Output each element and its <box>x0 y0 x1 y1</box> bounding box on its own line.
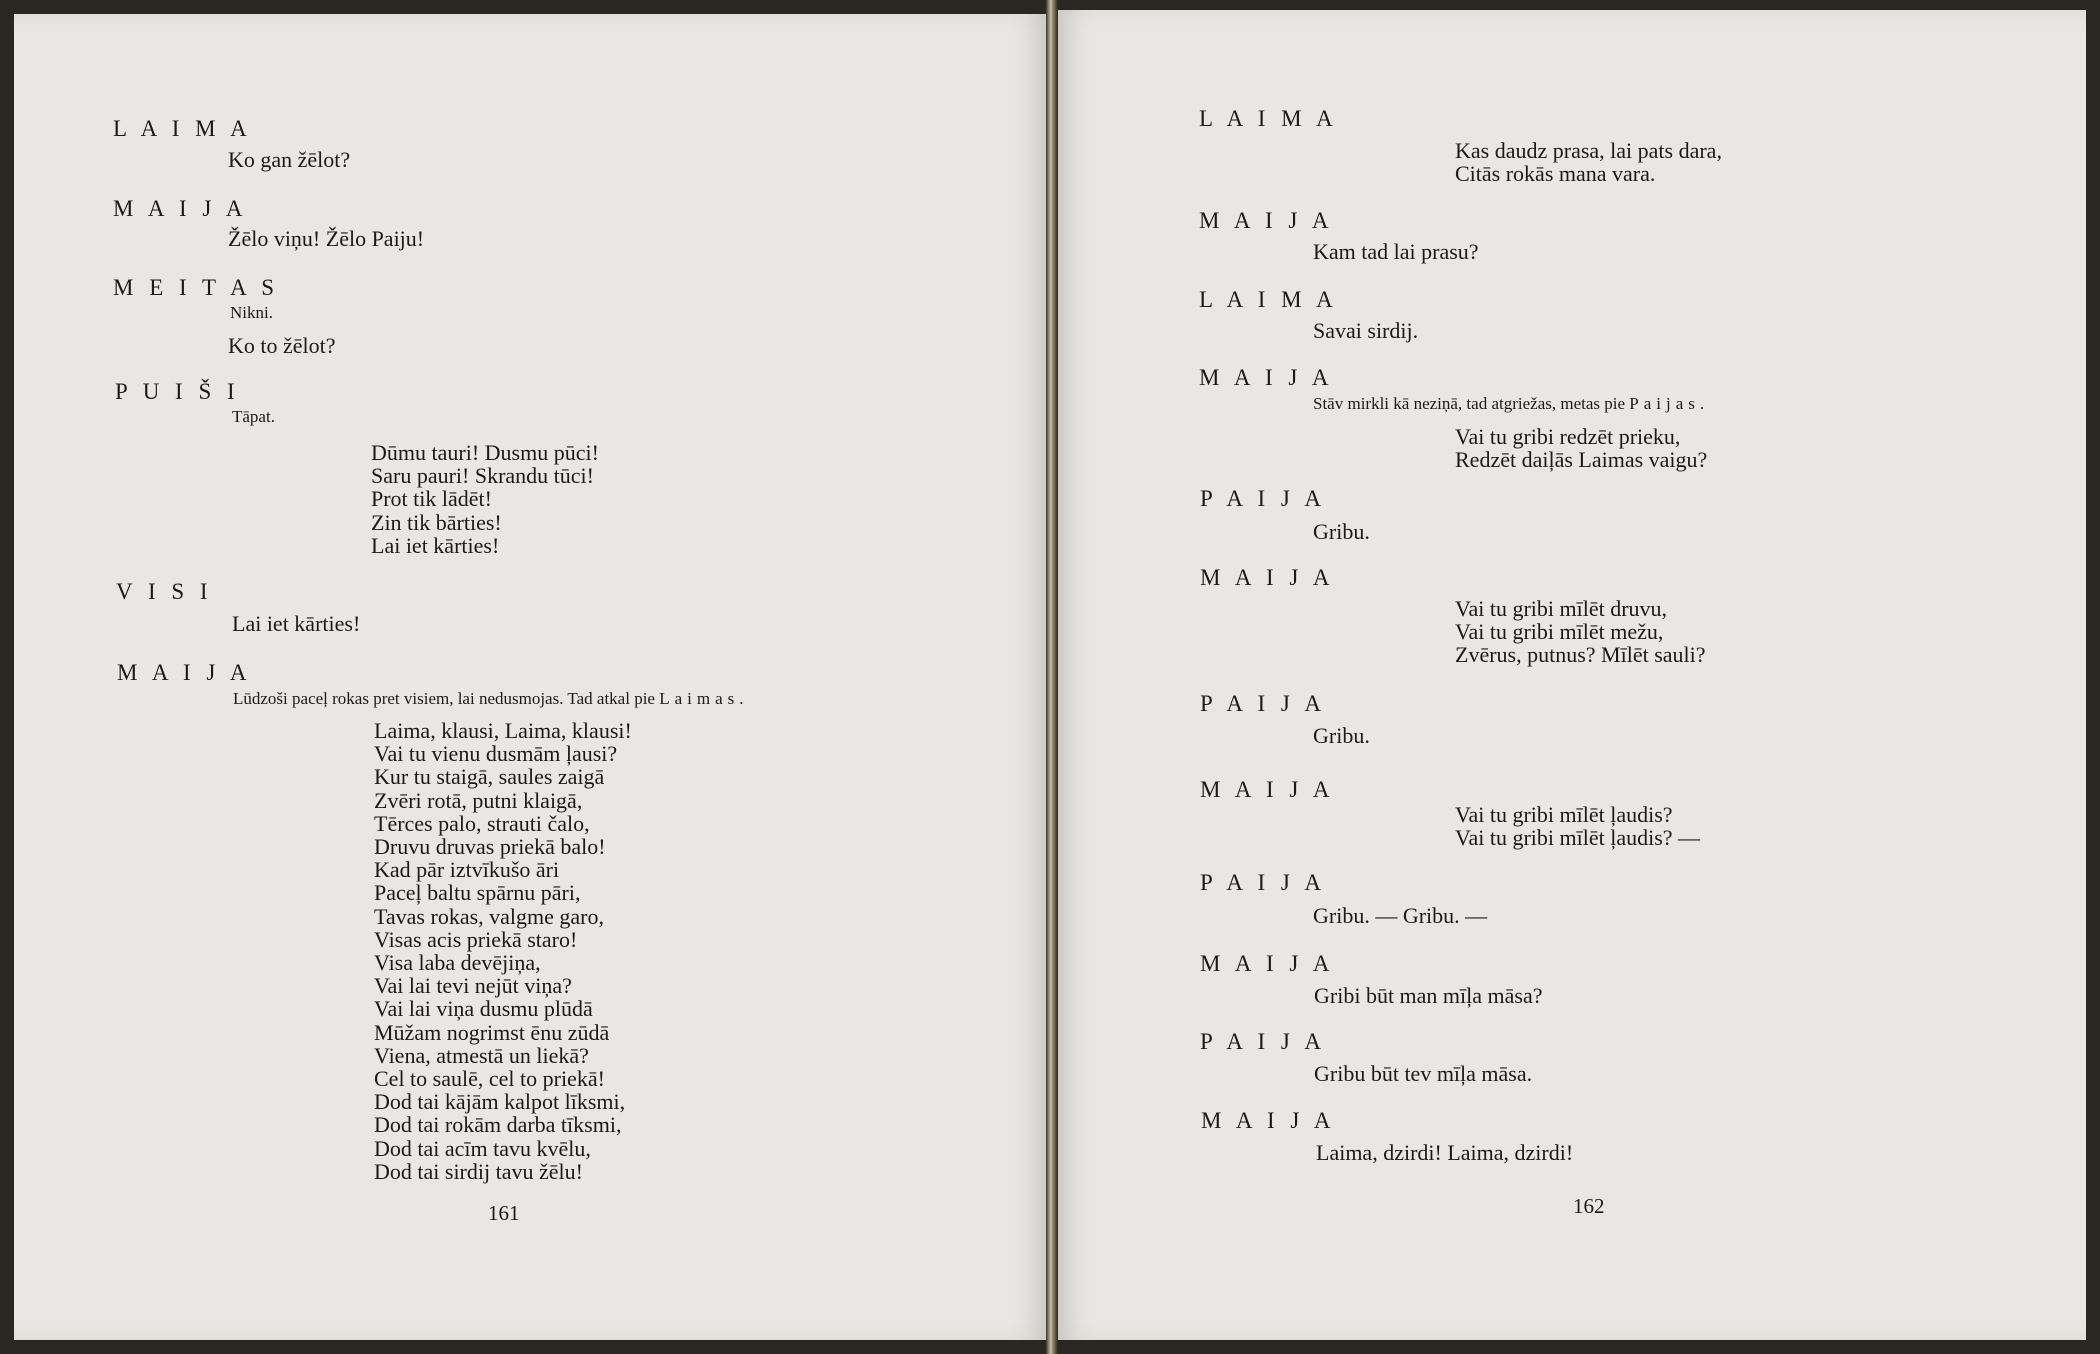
verse-block: Dūmu tauri! Dusmu pūci! Saru pauri! Skrandu tūci! Prot tik lādēt! Zin tik bārties! Lai iet kārties! <box>371 440 599 558</box>
stage-direction: Nikni. <box>230 303 273 322</box>
left-page <box>14 14 1046 1340</box>
speaker-name: P A I J A <box>1200 870 1326 895</box>
verse-block: Vai tu gribi mīlēt ļaudis? Vai tu gribi mīlēt ļaudis? — <box>1455 802 1701 851</box>
dialogue-line: Gribu. — Gribu. — <box>1313 903 1488 928</box>
dialogue-line: Ko to žēlot? <box>228 333 336 358</box>
dialogue-line: Kam tad lai prasu? <box>1313 239 1479 264</box>
stage-direction <box>233 689 749 709</box>
stage-direction-name: Paijas. <box>1629 394 1710 413</box>
page-number: 161 <box>488 1201 520 1225</box>
speaker-name: M A I J A <box>1200 565 1335 590</box>
verse-block: Vai tu gribi mīlēt druvu, Vai tu gribi mīlēt mežu, Zvērus, putnus? Mīlēt sauli? <box>1455 596 1706 668</box>
speaker-name: L A I M A <box>1199 287 1338 312</box>
dialogue-line: Žēlo viņu! Žēlo Paiju! <box>228 226 425 251</box>
speaker-name: P U I Š I <box>115 379 240 404</box>
dialogue-line: Gribu. <box>1313 723 1370 748</box>
stage-direction <box>1313 394 1709 414</box>
dialogue-line: Gribu būt tev mīļa māsa. <box>1314 1061 1533 1086</box>
dialogue-line: Gribu. <box>1313 519 1370 544</box>
speaker-name: M A I J A <box>1199 365 1334 390</box>
speaker-name: L A I M A <box>1199 106 1338 131</box>
speaker-name: M A I J A <box>1201 1108 1336 1133</box>
dialogue-line: Lai iet kārties! <box>232 611 361 636</box>
speaker-name: M A I J A <box>1200 777 1335 802</box>
stage-direction-text: Lūdzoši paceļ rokas pret visiem, lai nedusmojas. Tad atkal pie <box>233 689 660 708</box>
speaker-name: V I S I <box>116 579 213 604</box>
book-gutter <box>1046 0 1058 1354</box>
speaker-name: M A I J A <box>117 660 252 685</box>
speaker-name: M A I J A <box>1199 208 1334 233</box>
speaker-name: M A I J A <box>113 196 248 221</box>
verse-block: Kas daudz prasa, lai pats dara, Citās rokās mana vara. <box>1455 138 1722 187</box>
stage-direction-text: Stāv mirkli kā neziņā, tad atgriežas, metas pie <box>1313 394 1630 413</box>
speaker-name: M E I T A S <box>113 275 279 300</box>
dialogue-line: Savai sirdij. <box>1313 318 1419 343</box>
speaker-name: P A I J A <box>1200 486 1326 511</box>
dialogue-line: Ko gan žēlot? <box>228 147 351 172</box>
dialogue-line: Laima, dzirdi! Laima, dzirdi! <box>1316 1140 1574 1165</box>
page-number: 162 <box>1573 1194 1605 1218</box>
verse-block: Laima, klausi, Laima, klausi! Vai tu vienu dusmām ļausi? Kur tu staigā, saules zaigā Zvēri rotā, putni klaigā, Tērces palo, strauti čalo, Druvu druvas priekā balo! Kad pār iztvīkušo āri Paceļ baltu spārnu pāri, Tavas rokas, valgme garo, Visas acis priekā staro! Visa laba devējiņa, Vai lai tevi nejūt viņa? Vai lai viņa dusmu plūdā Mūžam nogrimst ēnu zūdā Viena, atmestā un liekā? Cel to saulē, cel to priekā! Dod tai kājām kalpot līksmi, Dod tai rokām darba tīksmi, Dod tai acīm tavu kvēlu, Dod tai sirdij tavu žēlu! <box>374 718 632 1184</box>
speaker-name: M A I J A <box>1200 951 1335 976</box>
speaker-name: P A I J A <box>1200 691 1326 716</box>
speaker-name: P A I J A <box>1200 1029 1326 1054</box>
speaker-name: L A I M A <box>113 116 252 141</box>
stage-direction: Tāpat. <box>232 407 275 426</box>
dialogue-line: Gribi būt man mīļa māsa? <box>1314 983 1543 1008</box>
stage-direction-name: Laimas. <box>659 689 749 708</box>
right-page <box>1058 10 2086 1340</box>
verse-block: Vai tu gribi redzēt prieku, Redzēt daiļās Laimas vaigu? <box>1455 424 1708 473</box>
